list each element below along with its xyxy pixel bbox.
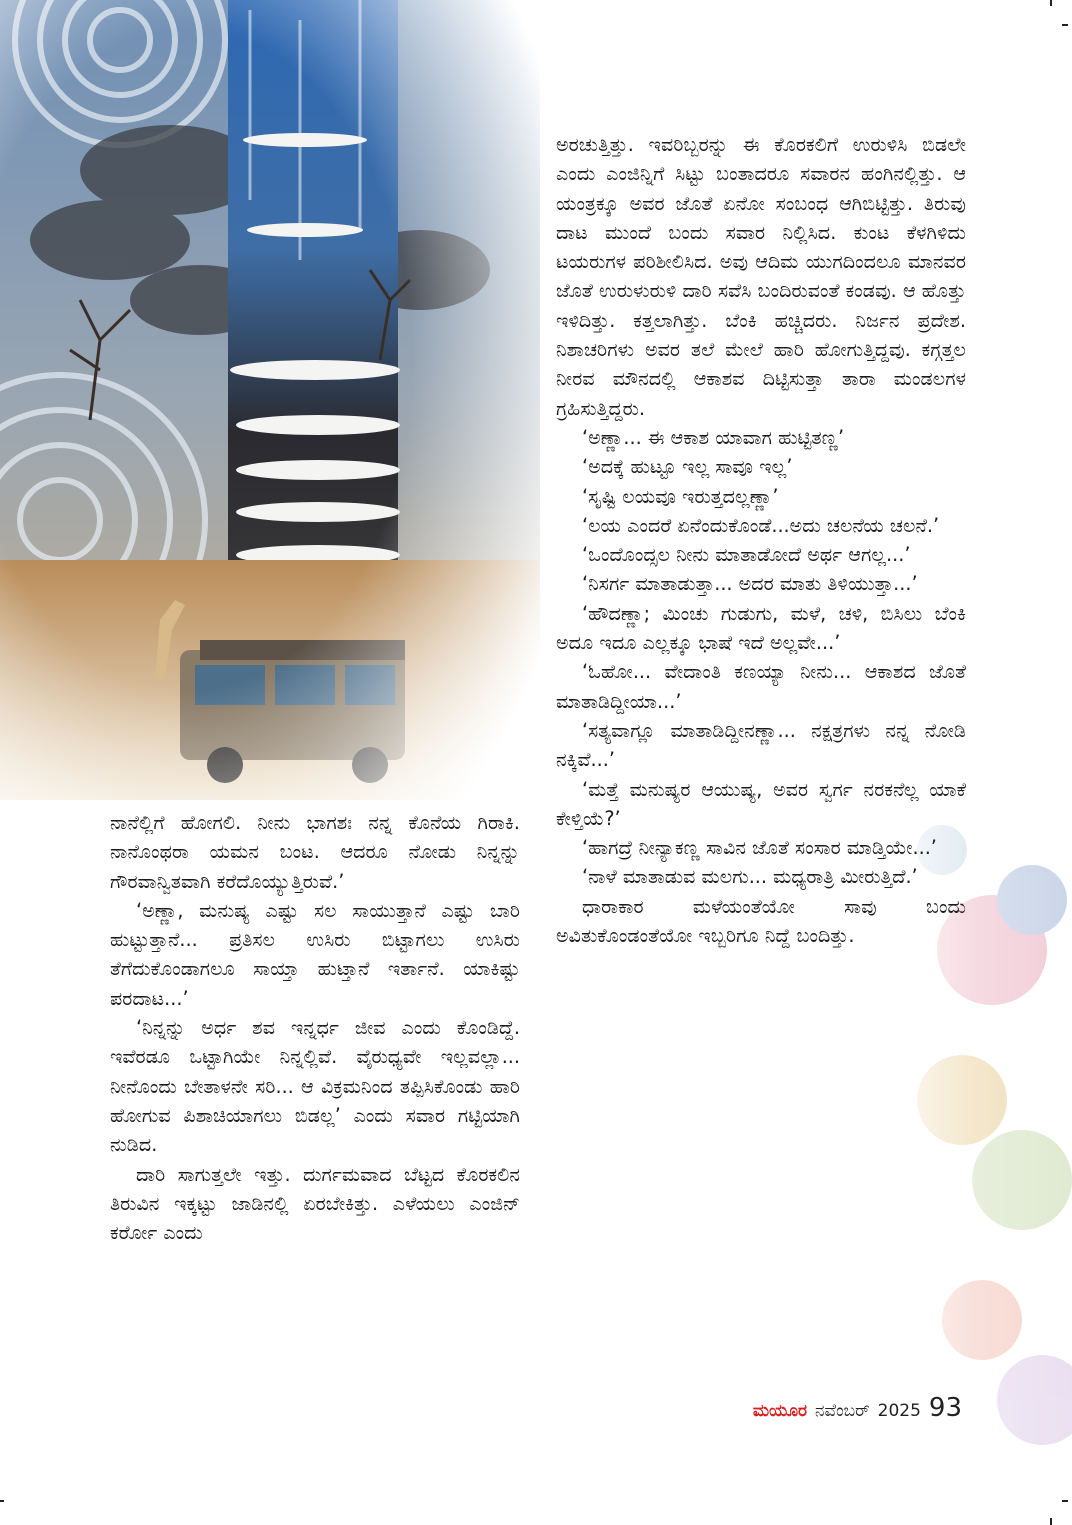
- left-text-column: [110, 808, 520, 1247]
- paragraph: ‘ಮತ್ತೆ ಮನುಷ್ಯರ ಆಯುಷ್ಯ, ಅವರ ಸ್ವರ್ಗ ನರಕನೆಲ್ಲ ಯಾಕೆ ಕೇಳ್ತಿಯೆ?’: [556, 777, 966, 830]
- paragraph: ‘ಲಯ ಎಂದರೆ ಏನೆಂದುಕೊಂಡೆ...ಅದು ಚಲನೆಯ ಚಲನೆ.’: [582, 513, 940, 537]
- crop-mark: [1062, 24, 1068, 26]
- page-footer: [753, 1393, 962, 1423]
- paragraph: ಅರಚುತ್ತಿತ್ತು. ಇವರಿಬ್ಬರನ್ನು ಈ ಕೊರಕಲಿಗೆ ಉರುಳಿಸಿ ಬಿಡಲೇ ಎಂದು ಎಂಜಿನ್ನಿಗೆ ಸಿಟ್ಟು ಬಂತಾದರೂ ಸವಾರನ ಹಂಗಿನಲ್ಲಿತ್ತು. ಆ ಯಂತ್ರಕ್ಕೂ ಅವರ ಜೊತೆ ಏನೋ ಸಂಬಂಧ ಆಗಿಬಿಟ್ಟಿತ್ತು. ತಿರುವು ದಾಟ ಮುಂದೆ ಬಂದು ಸವಾರ ನಿಲ್ಲಿಸಿದ. ಕುಂಟ ಕೆಳಗಿಳಿದು ಟಯರುಗಳ ಪರಿಶೀಲಿಸಿದ. ಅವು ಆದಿಮ ಯುಗದಿಂದಲೂ ಮಾನವರ ಜೊತೆ ಉರುಳುರುಳಿ ದಾರಿ ಸವೆಸಿ ಬಂದಿರುವಂತೆ ಕಂಡವು. ಆ ಹೊತ್ತು ಇಳಿದಿತ್ತು. ಕತ್ತಲಾಗಿತ್ತು. ಬೆಂಕಿ ಹಚ್ಚಿದರು. ನಿರ್ಜನ ಪ್ರದೇಶ. ನಿಶಾಚರಿಗಳು ಅವರ ತಲೆ ಮೇಲೆ ಹಾರಿ ಹೋಗುತ್ತಿದ್ದವು. ಕಗ್ಗತ್ತಲ ನೀರವ ಮೌನದಲ್ಲಿ ಆಕಾಶವ ದಿಟ್ಟಿಸುತ್ತಾ ತಾರಾ ಮಂಡಲಗಳ ಗ್ರಹಿಸುತ್ತಿದ್ದರು.: [556, 133, 966, 420]
- paragraph: ‘ಅಣ್ಣಾ, ಮನುಷ್ಯ ಎಷ್ಟು ಸಲ ಸಾಯುತ್ತಾನೆ ಎಷ್ಟು ಬಾರಿ ಹುಟ್ಟುತ್ತಾನೆ... ಪ್ರತಿಸಲ ಉಸಿರು ಬಿಟ್ಟಾಗಲು ಉಸಿರು ತೆಗೆದುಕೊಂಡಾಗಲೂ ಸಾಯ್ತಾ ಹುಟ್ತಾನೆ ಇರ್ತಾನೆ. ಯಾಕಿಷ್ಟು ಪರದಾಟ...’: [110, 898, 520, 1010]
- crop-mark: [0, 1500, 4, 1502]
- paragraph: ‘ನಾಳೆ ಮಾತಾಡುವ ಮಲಗು... ಮಧ್ಯರಾತ್ರಿ ಮೀರುತ್ತಿದೆ.’: [582, 865, 918, 889]
- paragraph: ನಾನೆಲ್ಲಿಗೆ ಹೋಗಲಿ. ನೀನು ಭಾಗಶಃ ನನ್ನ ಕೊನೆಯ ಗಿರಾಕಿ. ನಾನೊಂಥರಾ ಯಮನ ಬಂಟ. ಆದರೂ ನೋಡು ನಿನ್ನನ್ನು ಗೌರವಾನ್ವಿತವಾಗಿ ಕರೆದೊಯ್ಯುತ್ತಿರುವೆ.’: [110, 811, 520, 893]
- paragraph: ‘ನಿನ್ನನ್ನು ಅರ್ಧ ಶವ ಇನ್ನರ್ಧ ಜೀವ ಎಂದು ಕೊಂಡಿದ್ದೆ. ಇವೆರಡೂ ಒಟ್ಟಾಗಿಯೇ ನಿನ್ನಲ್ಲಿವೆ. ವೈರುಧ್ಯವೇ ಇಲ್ಲವಲ್ಲಾ... ನೀನೊಂದು ಬೇತಾಳನೇ ಸರಿ... ಆ ವಿಕ್ರಮನಿಂದ ತಪ್ಪಿಸಿಕೊಂಡು ಹಾರಿ ಹೋಗುವ ಪಿಶಾಚಿಯಾಗಲು ಬಿಡಲ್ಲ’ ಎಂದು ಸವಾರ ಗಟ್ಟಿಯಾಗಿ ನುಡಿದ.: [110, 1016, 520, 1157]
- magazine-brand: ಮಯೂರ: [752, 1401, 808, 1421]
- issue-year: 2025: [877, 1401, 921, 1421]
- paragraph: ‘ಅದಕ್ಕೆ ಹುಟ್ಟೂ ಇಲ್ಲ ಸಾವೂ ಇಲ್ಲ’: [582, 455, 793, 479]
- right-text-column: [556, 130, 966, 950]
- crop-mark: [1062, 1500, 1068, 1502]
- page-number: 93: [928, 1393, 962, 1423]
- paragraph: ‘ಸೃಷ್ಟಿ ಲಯವೂ ಇರುತ್ತದಲ್ಲಣ್ಣಾ’: [582, 484, 779, 508]
- crop-mark: [1050, 0, 1052, 6]
- issue-month: ನವೆಂಬರ್: [815, 1401, 870, 1421]
- paragraph: ‘ಹಾಗದ್ರೆ ನೀನ್ಯಾಕಣ್ಣ ಸಾವಿನ ಜೊತೆ ಸಂಸಾರ ಮಾಡ್ತಿಯೇ...’: [582, 836, 937, 860]
- paragraph: ‘ನಿಸರ್ಗ ಮಾತಾಡುತ್ತಾ... ಅದರ ಮಾತು ತಿಳಿಯುತ್ತಾ...’: [582, 572, 918, 596]
- paragraph: ‘ಅಣ್ಣಾ... ಈ ಆಕಾಶ ಯಾವಾಗ ಹುಟ್ಟಿತಣ್ಣ’: [582, 425, 845, 449]
- paragraph: ಧಾರಾಕಾರ ಮಳೆಯಂತೆಯೋ ಸಾವು ಬಂದು ಅವಿತುಕೊಂಡಂತೆಯೋ ಇಬ್ಬರಿಗೂ ನಿದ್ದೆ ಬಂದಿತ್ತು.: [556, 894, 966, 948]
- crop-mark: [1050, 1518, 1052, 1525]
- paragraph: ‘ಓಹೋ... ವೇದಾಂತಿ ಕಣಯ್ಯಾ ನೀನು... ಆಕಾಶದ ಜೊತೆ ಮಾತಾಡಿದ್ದೀಯಾ...’: [556, 660, 966, 713]
- paragraph: ‘ಹೌದಣ್ಣಾ; ಮಿಂಚು ಗುಡುಗು, ಮಳೆ, ಚಳಿ, ಬಿಸಿಲು ಬೆಂಕಿ ಅದೂ ಇದೂ ಎಲ್ಲಕ್ಕೂ ಭಾಷೆ ಇದೆ ಅಲ್ಲವೇ...’: [556, 601, 966, 655]
- paragraph: ದಾರಿ ಸಾಗುತ್ತಲೇ ಇತ್ತು. ದುರ್ಗಮವಾದ ಬೆಟ್ಟದ ಕೊರಕಲಿನ ತಿರುವಿನ ಇಕ್ಕಟ್ಟು ಜಾಡಿನಲ್ಲಿ ಏರಬೇಕಿತ್ತು. ಎಳೆಯಲು ಎಂಜಿನ್ ಕರ್ರೋ ಎಂದು: [110, 1162, 520, 1245]
- paragraph: ‘ಸತ್ಯವಾಗ್ಲೂ ಮಾತಾಡಿದ್ದೀನಣ್ಣಾ... ನಕ್ಷತ್ರಗಳು ನನ್ನ ನೋಡಿ ನಕ್ಕಿವೆ...’: [556, 718, 966, 772]
- story-illustration: [0, 0, 540, 800]
- paragraph: ‘ಒಂದೊಂದ್ಸಲ ನೀನು ಮಾತಾಡೋದೆ ಅರ್ಥ ಆಗಲ್ಲ...’: [582, 543, 911, 567]
